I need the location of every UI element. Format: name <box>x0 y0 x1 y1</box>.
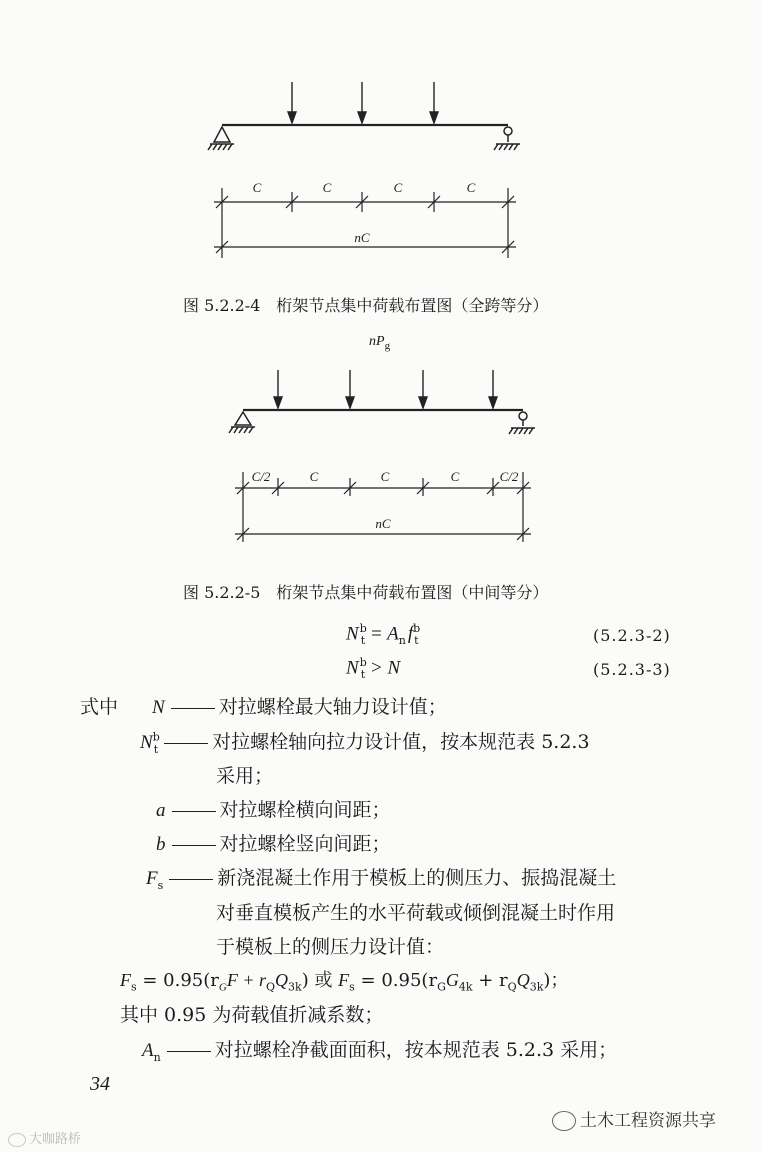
weibo-icon <box>8 1133 26 1147</box>
pin-support-icon <box>208 127 234 150</box>
fig1-label-1: C <box>252 180 262 195</box>
equation-5-2-3-2: $N^b_t = A_n$ $f^b_t$ <box>346 622 421 648</box>
fs-formula-line: $F_s = 0.95(r_GF + r_QQ_{3k})$ 或 $F_s = 0.95(r_GG_{4k} + r_QQ_{3k})$； <box>120 970 569 994</box>
figure-2-load-label: $nP_g$ <box>369 334 391 352</box>
fig1-label-3: C <box>393 180 403 195</box>
equation-5-2-3-3: $N^b_t > N$ <box>346 656 401 682</box>
where-prefix: 式中 <box>80 696 119 718</box>
where-item-b: b 对拉螺栓竖向间距； <box>156 833 391 855</box>
figure-2-caption: 图 5.2.2-5 桁架节点集中荷载布置图（中间等分） <box>183 583 549 602</box>
roller-support-icon <box>509 412 535 434</box>
watermark-right: 土木工程资源共享 <box>552 1106 716 1131</box>
figure-1-beam <box>200 70 530 270</box>
where-item-Fs-cont2: 于模板上的侧压力设计值： <box>216 936 445 958</box>
roller-support-icon <box>494 127 520 150</box>
fig1-label-4: C <box>466 180 476 195</box>
fig2-label-2: C <box>309 469 319 484</box>
pin-support-icon <box>229 412 255 433</box>
fig2-label-1: C/2 <box>251 469 271 484</box>
fig2-label-4: C <box>450 469 460 484</box>
fig2-label-5: C/2 <box>499 469 519 484</box>
fig2-total-label: nC <box>375 516 391 531</box>
where-item-Ntb: $N^b_t$ 对拉螺栓轴向拉力设计值，按本规范表 5.2.3 <box>140 730 590 756</box>
equation-number-2: (5.2.3-3) <box>593 660 671 679</box>
where-item-An: $A_n$ 对拉螺栓净截面面积，按本规范表 5.2.3 采用； <box>142 1039 618 1064</box>
where-item-Fs-cont: 对垂直模板产生的水平荷载或倾倒混凝土时作用 <box>216 902 616 924</box>
where-item-Ntb-cont: 采用； <box>216 765 274 787</box>
fig1-total-label: nC <box>354 230 370 245</box>
figure-2-beam <box>225 362 545 552</box>
figure-1-caption: 图 5.2.2-4 桁架节点集中荷载布置图（全跨等分） <box>183 296 549 315</box>
where-item-a: a 对拉螺栓横向间距； <box>156 799 391 821</box>
where-item-N: N 对拉螺栓最大轴力设计值； <box>152 696 447 718</box>
reduction-factor-note: 其中 0.95 为荷载值折减系数； <box>120 1004 384 1026</box>
page-number: 34 <box>90 1073 110 1095</box>
watermark-left: 大咖路桥 <box>8 1128 81 1147</box>
fig1-label-2: C <box>322 180 332 195</box>
equation-number-1: (5.2.3-2) <box>593 626 671 645</box>
where-item-Fs: $F_s$ 新浇混凝土作用于模板上的侧压力、振捣混凝土 <box>146 867 617 892</box>
wechat-icon <box>552 1111 576 1131</box>
fig2-label-3: C <box>380 469 390 484</box>
